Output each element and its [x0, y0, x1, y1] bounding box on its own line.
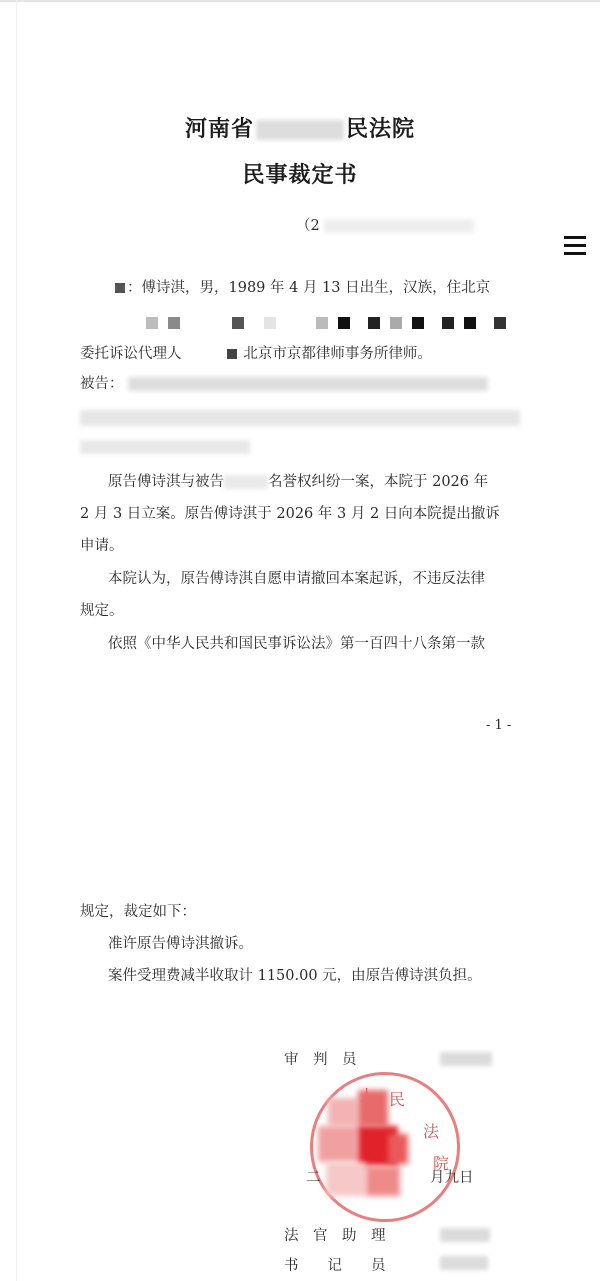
agent-label: 委托诉讼代理人	[80, 346, 182, 362]
seal-char-3: 法	[423, 1122, 440, 1141]
ruling-2: 案件受理费减半收取计 1150.00 元，由原告傅诗淇负担。	[108, 968, 482, 984]
para1-line2: 2 月 3 日立案。原告傅诗淇于 2026 年 3 月 2 日向本院提出撤诉	[80, 506, 500, 522]
court-name-suffix: 民法院	[346, 117, 416, 142]
date-tail: 月九日	[430, 1170, 474, 1186]
redacted-defendant-name	[128, 377, 488, 391]
agent-org: 北京市京都律师事务所律师。	[243, 346, 432, 362]
document-title: 民事裁定书	[242, 163, 358, 188]
page-left-border	[16, 0, 17, 1281]
defendant-line	[80, 374, 488, 394]
seal-mosaic	[318, 1090, 408, 1200]
para2-line2: 规定。	[80, 603, 124, 619]
ruling-1: 准许原告傅诗淇撤诉。	[108, 936, 253, 952]
redacted-assistant-name	[440, 1228, 490, 1242]
redacted-court-name	[256, 120, 344, 140]
redacted-defendant-ref	[224, 475, 268, 489]
redacted-clerk-name	[440, 1256, 488, 1270]
para1-line3: 申请。	[80, 538, 124, 554]
redacted-judge-name	[440, 1052, 492, 1066]
agent-line	[80, 344, 432, 364]
para1-b: 名誉权纠纷一案，本院于 2026 年	[268, 474, 489, 490]
defendant-label: 被告：	[80, 376, 124, 392]
case-number-text: （2	[296, 218, 320, 234]
seal-char-4: 院	[433, 1154, 450, 1173]
redacted-defendant-extra	[80, 440, 250, 454]
para1-a: 原告傅诗淇与被告	[108, 474, 224, 490]
para1-line1	[108, 472, 488, 492]
redacted-defendant-address	[80, 410, 520, 426]
menu-icon[interactable]	[564, 236, 586, 260]
court-name-prefix: 河南省	[184, 117, 254, 142]
court-name	[0, 112, 600, 143]
para3-line2: 规定，裁定如下：	[80, 904, 196, 920]
clerk-label: 书 记 员	[284, 1258, 386, 1274]
case-number	[296, 216, 474, 236]
page-top-border	[0, 0, 600, 2]
plaintiff-line	[115, 278, 490, 298]
para3-line1: 依照《中华人民共和国民事诉讼法》第一百四十八条第一款	[108, 636, 485, 652]
redacted-case-number	[324, 219, 474, 233]
redacted-role	[115, 283, 125, 293]
judge-label: 审 判 员	[284, 1052, 357, 1068]
seal-char-2: 民	[389, 1090, 406, 1109]
page-number: - 1 -	[486, 718, 512, 733]
assistant-label: 法 官 助 理	[284, 1228, 386, 1244]
plaintiff-info: ：傅诗淇，男，1989 年 4 月 13 日出生，汉族，住北京	[127, 280, 491, 296]
date-head: 二	[306, 1170, 321, 1186]
para2-line1: 本院认为，原告傅诗淇自愿申请撤回本案起诉，不违反法律	[108, 571, 485, 587]
redacted-agent-name	[227, 349, 237, 359]
